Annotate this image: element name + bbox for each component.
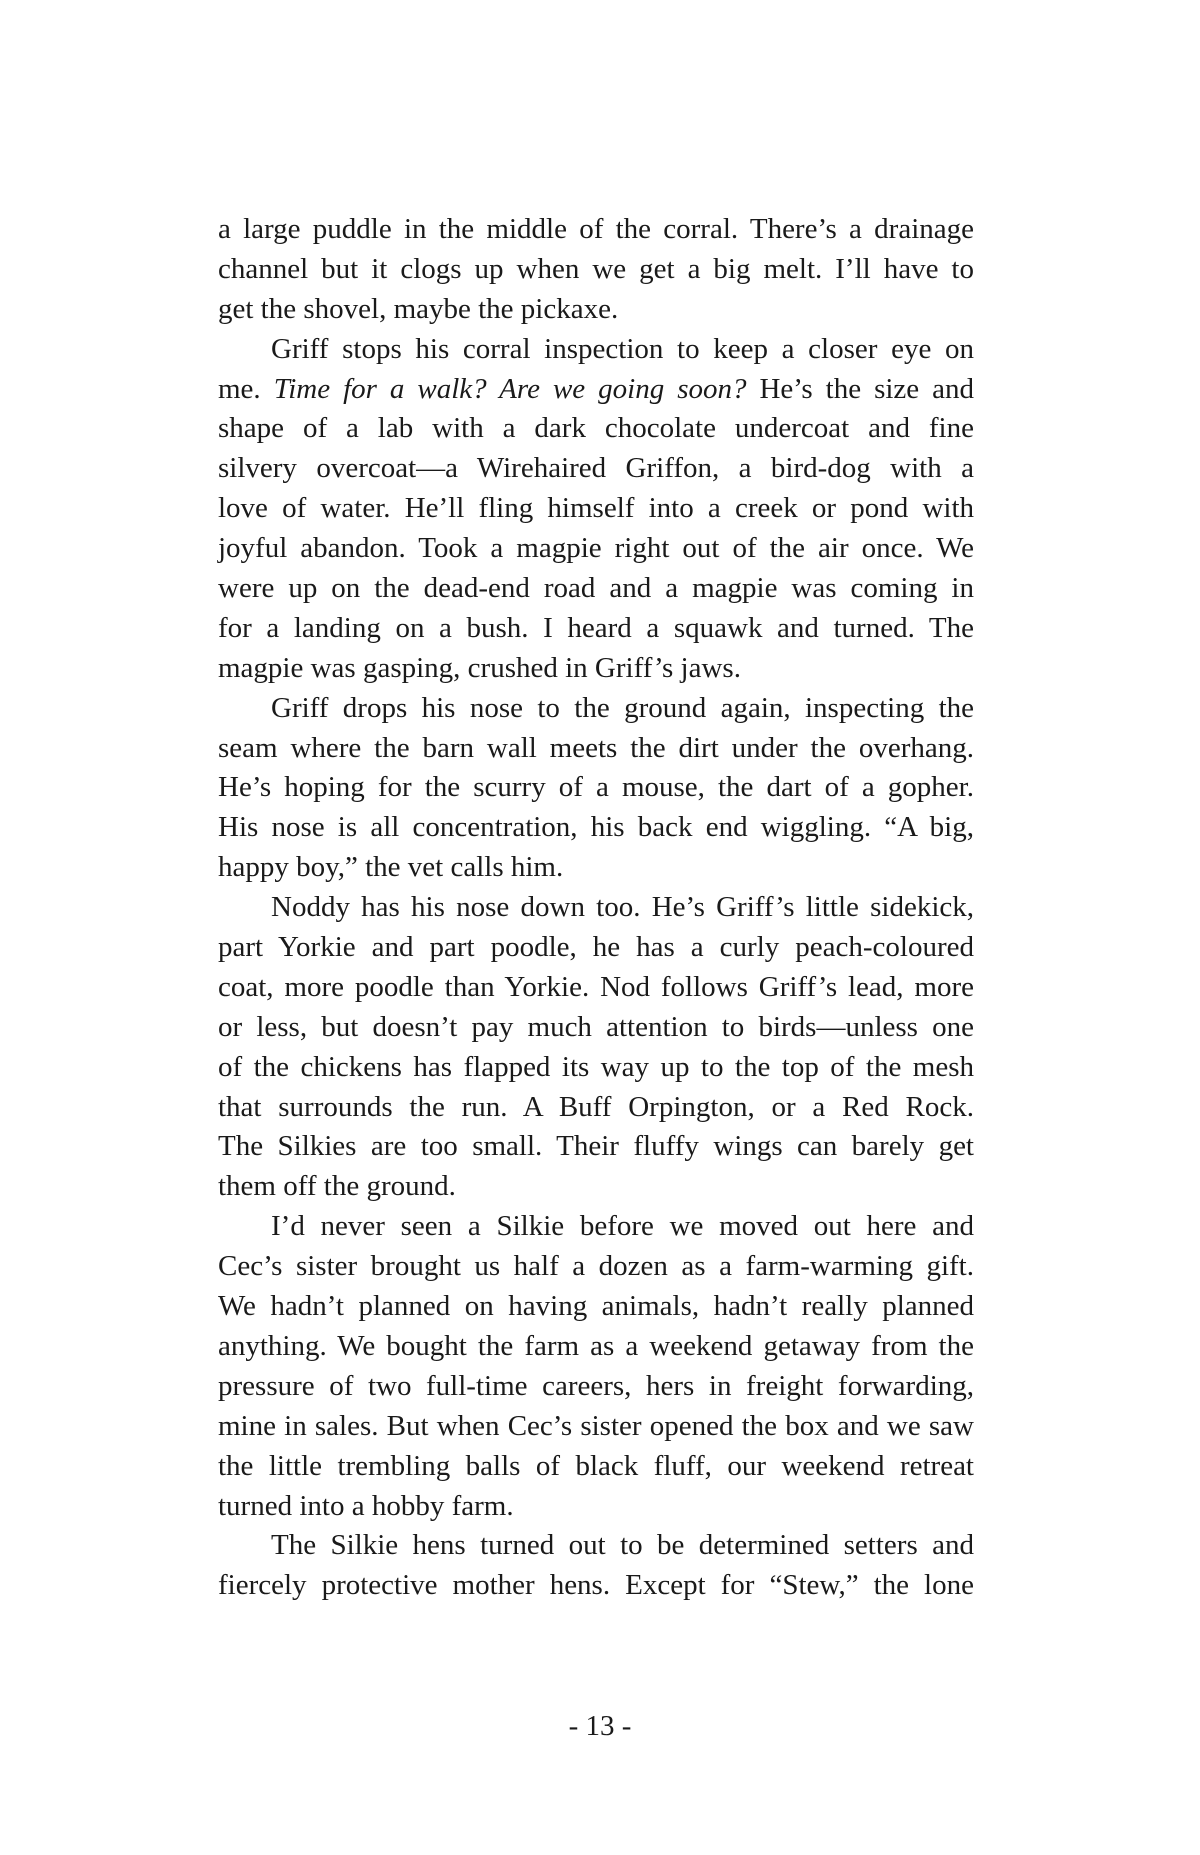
text-line — [218, 1447, 974, 1487]
text-line — [218, 1287, 974, 1327]
text-segment: that surrounds the run. A Buff Orpington, or a Red Rock. — [218, 1090, 974, 1123]
text-line — [218, 409, 974, 449]
text-segment: The Silkies are too small. Their fluffy wings can barely get — [218, 1130, 974, 1163]
text-line — [218, 210, 974, 250]
text-line — [218, 848, 974, 888]
text-segment: for a landing on a bush. I heard a squawk and turned. The — [218, 611, 974, 644]
text-line — [218, 689, 974, 729]
text-segment: We hadn’t planned on having animals, hadn’t really planned — [218, 1290, 974, 1323]
text-line — [218, 1207, 974, 1247]
text-line — [218, 968, 974, 1008]
text-line — [218, 1407, 974, 1447]
text-segment: I’d never seen a Silkie before we moved out here and — [271, 1210, 974, 1243]
text-line — [218, 649, 974, 689]
text-line — [218, 1367, 974, 1407]
text-segment: shape of a lab with a dark chocolate undercoat and fine — [218, 412, 974, 445]
text-segment: fiercely protective mother hens. Except for “Stew,” the lone — [218, 1569, 974, 1602]
text-segment: Griff drops his nose to the ground again, inspecting the — [271, 691, 974, 724]
text-segment: me. — [218, 372, 274, 405]
text-segment: channel but it clogs up when we get a big melt. I’ll have to — [218, 252, 974, 285]
text-segment: or less, but doesn’t pay much attention to birds—unless one — [218, 1010, 974, 1043]
text-line — [218, 1048, 974, 1088]
text-segment: the little trembling balls of black fluff, our weekend retreat — [218, 1449, 974, 1482]
text-segment: turned into a hobby farm. — [218, 1489, 514, 1522]
text-segment: He’s hoping for the scurry of a mouse, the dart of a gopher. — [218, 771, 974, 804]
text-segment: His nose is all concentration, his back end wiggling. “A big, — [218, 811, 974, 844]
text-segment: mine in sales. But when Cec’s sister opened the box and we saw — [218, 1409, 974, 1442]
text-line — [218, 529, 974, 569]
italic-text: Time for a walk? Are we going soon? — [273, 372, 747, 405]
text-segment: a large puddle in the middle of the corral. There’s a drainage — [218, 213, 974, 245]
text-line — [218, 609, 974, 649]
text-line — [218, 1088, 974, 1128]
text-segment: get the shovel, maybe the pickaxe. — [218, 292, 619, 325]
body-text — [218, 210, 974, 1606]
text-segment: He’s the size and — [746, 372, 975, 405]
text-line — [218, 1566, 974, 1606]
text-line — [218, 729, 974, 769]
text-segment: them off the ground. — [218, 1170, 456, 1203]
text-segment: part Yorkie and part poodle, he has a curly peach-coloured — [218, 931, 974, 964]
text-line — [218, 1327, 974, 1367]
text-line — [218, 928, 974, 968]
text-line — [218, 1167, 974, 1207]
text-segment: Cec’s sister brought us half a dozen as a farm-warming gift. — [218, 1250, 974, 1283]
text-line — [218, 250, 974, 290]
text-segment: The Silkie hens turned out to be determined setters and — [271, 1529, 974, 1562]
text-segment: Griff stops his corral inspection to keep a closer eye on — [271, 332, 974, 365]
text-segment: of the chickens has flapped its way up to the top of the mesh — [218, 1050, 974, 1083]
text-line — [218, 1526, 974, 1566]
text-line — [218, 888, 974, 928]
text-segment: love of water. He’ll fling himself into a creek or pond with — [218, 492, 974, 525]
text-segment: Noddy has his nose down too. He’s Griff’s little sidekick, — [271, 891, 974, 924]
text-line — [218, 1487, 974, 1527]
text-line — [218, 1127, 974, 1167]
text-segment: anything. We bought the farm as a weekend getaway from the — [218, 1329, 974, 1362]
text-line — [218, 1008, 974, 1048]
text-segment: silvery overcoat—a Wirehaired Griffon, a bird-dog with a — [218, 452, 974, 485]
text-line — [218, 290, 974, 330]
text-line — [218, 330, 974, 370]
text-line — [218, 449, 974, 489]
text-line — [218, 768, 974, 808]
text-line — [218, 569, 974, 609]
text-segment: seam where the barn wall meets the dirt under the overhang. — [218, 731, 974, 764]
text-segment: coat, more poodle than Yorkie. Nod follows Griff’s lead, more — [218, 970, 974, 1003]
text-segment: magpie was gasping, crushed in Griff’s jaws. — [218, 651, 741, 684]
text-line — [218, 808, 974, 848]
text-segment: were up on the dead-end road and a magpie was coming in — [218, 572, 974, 605]
page-number: - 13 - — [568, 1710, 632, 1742]
text-segment: joyful abandon. Took a magpie right out of the air once. We — [218, 532, 974, 565]
text-line — [218, 370, 974, 410]
text-segment: pressure of two full-time careers, hers in freight forwarding, — [218, 1369, 974, 1402]
text-line — [218, 489, 974, 529]
text-line — [218, 1247, 974, 1287]
text-segment: happy boy,” the vet calls him. — [218, 851, 564, 884]
